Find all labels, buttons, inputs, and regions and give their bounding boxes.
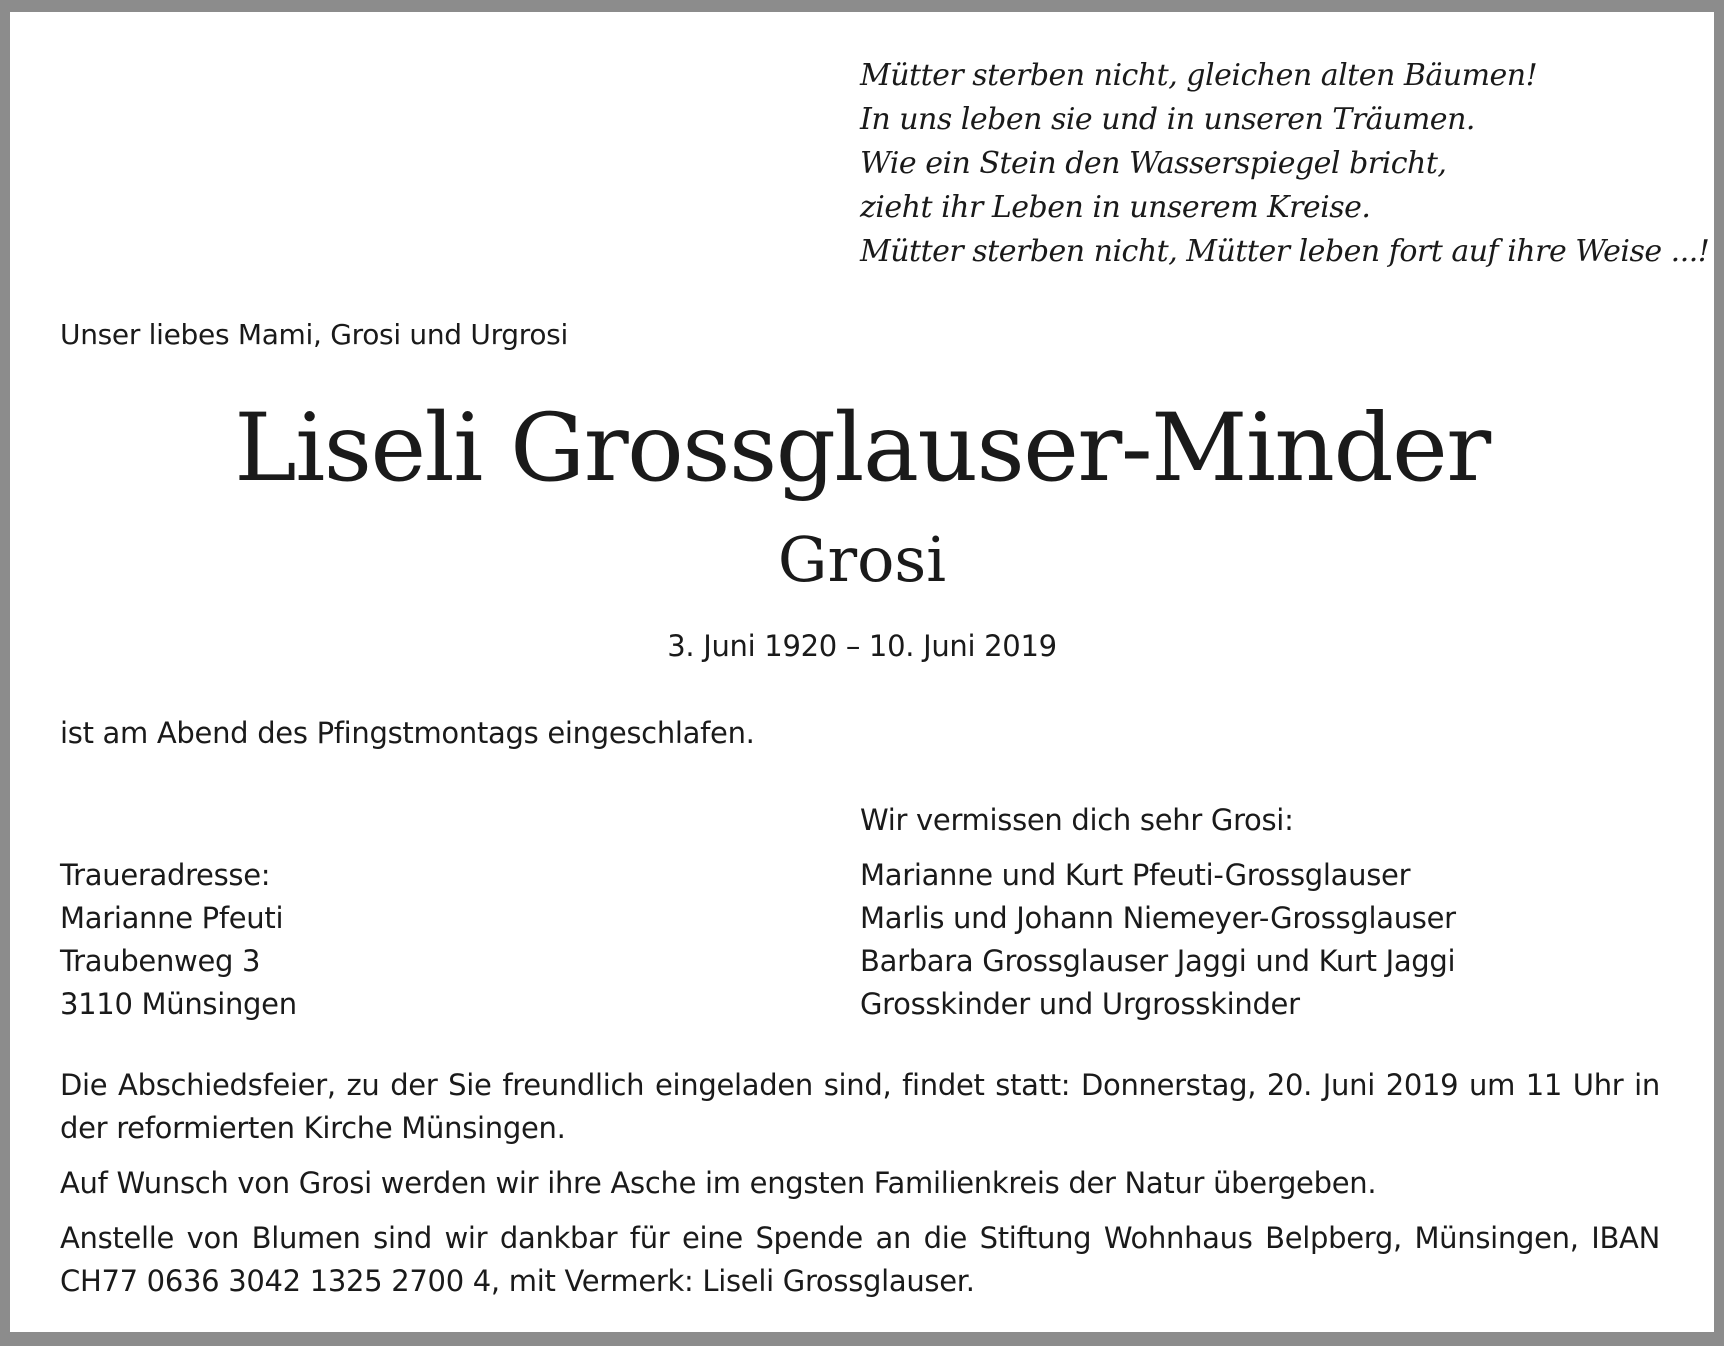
deceased-nickname: Grosi xyxy=(777,523,947,596)
address-street: Traubenweg 3 xyxy=(60,944,261,978)
life-dates: 3. Juni 1920 – 10. Juni 2019 xyxy=(667,629,1057,663)
poem-line: Wie ein Stein den Wasserspiegel bricht, xyxy=(860,146,1447,181)
obituary-page xyxy=(10,12,1714,1332)
poem xyxy=(860,54,1710,274)
deceased-name: Liseli Grossglauser-Minder xyxy=(234,394,1490,503)
mourning-address xyxy=(60,854,297,1026)
ashes-paragraph: Auf Wunsch von Grosi werden wir ihre Asche im engsten Familienkreis der Natur übergeben. xyxy=(60,1166,1377,1200)
address-city: 3110 Münsingen xyxy=(60,987,297,1021)
mourner-name: Marianne und Kurt Pfeuti-Grossglauser xyxy=(860,858,1411,892)
mourner-name: Marlis und Johann Niemeyer-Grossglauser xyxy=(860,901,1456,935)
mourner-name: Grosskinder und Urgrosskinder xyxy=(860,987,1300,1021)
ceremony-paragraph: Die Abschiedsfeier, zu der Sie freundlich eingeladen sind, findet statt: Donnerstag, 20. Juni 2019 um 11 Uhr in der reformierten Kirche Münsingen. xyxy=(60,1068,1660,1145)
passing-text: ist am Abend des Pfingstmontags eingeschlafen. xyxy=(60,716,755,750)
mourners-heading: Wir vermissen dich sehr Grosi: xyxy=(860,803,1294,837)
intro-text: Unser liebes Mami, Grosi und Urgrosi xyxy=(60,318,568,351)
poem-line: In uns leben sie und in unseren Träumen. xyxy=(860,102,1475,137)
mourner-name: Barbara Grossglauser Jaggi und Kurt Jaggi xyxy=(860,944,1456,978)
address-name: Marianne Pfeuti xyxy=(60,901,284,935)
donation-paragraph: Anstelle von Blumen sind wir dankbar für eine Spende an die Stiftung Wohnhaus Belpberg, Münsingen, IBAN CH77 0636 3042 1325 2700 4, mit Vermerk: Liseli Grossglauser. xyxy=(60,1221,1660,1298)
mourners-list xyxy=(860,854,1456,1026)
poem-line: zieht ihr Leben in unserem Kreise. xyxy=(860,190,1371,225)
address-label: Traueradresse: xyxy=(60,858,271,892)
poem-line: Mütter sterben nicht, gleichen alten Bäumen! xyxy=(860,58,1538,93)
poem-line: Mütter sterben nicht, Mütter leben fort auf ihre Weise ...! xyxy=(860,234,1710,269)
